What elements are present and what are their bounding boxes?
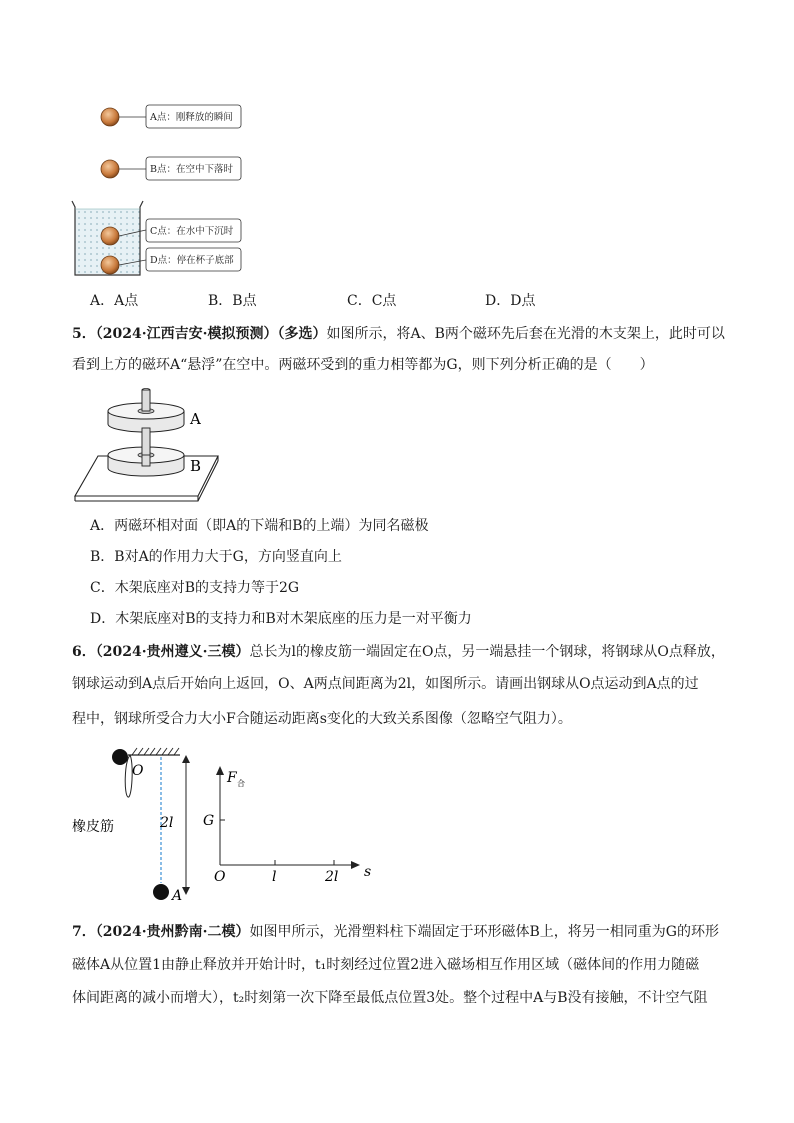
q5-option-a: A．两磁环相对面（即A的下端和B的上端）为同名磁极	[90, 518, 429, 534]
label-a: A点：刚释放的瞬间	[150, 112, 233, 123]
ball-a	[101, 108, 119, 126]
q4-option-a: A．A点	[90, 293, 139, 309]
q6-line-2: 钢球运动到A点后开始向上返回，O、A两点间距离为2l，如图所示。请画出钢球从O点运动到A点的过	[72, 676, 699, 692]
origin-label: O	[214, 869, 226, 885]
label-d: D点：停在杯子底部	[150, 255, 234, 266]
q7-line-1	[72, 922, 719, 942]
y-tick-g: G	[203, 813, 215, 829]
y-axis-label-sub: 合	[237, 779, 245, 788]
point-o-label: O	[132, 763, 144, 779]
y-axis-label: F	[227, 770, 237, 786]
ring-b-label: B	[190, 457, 202, 475]
ball-at-o	[112, 749, 128, 765]
q4-option-d: D．D点	[485, 293, 536, 309]
x-tick-2l: 2l	[325, 869, 339, 885]
x-tick-l: l	[272, 869, 277, 885]
ball-c	[101, 227, 119, 245]
q4-option-c: C．C点	[347, 293, 397, 309]
label-b: B点：在空中下落时	[150, 164, 233, 175]
ring-a-label: A	[190, 410, 201, 428]
q5-figure	[70, 388, 220, 503]
q7-source: 7．（2024·贵州黔南·二模）	[72, 924, 250, 940]
q4-option-b: B．B点	[208, 293, 257, 309]
ball-d	[101, 256, 119, 274]
rubber-band-label: 橡皮筋	[72, 819, 114, 835]
q7-stem-1: 如图甲所示，光滑塑料柱下端固定于环形磁体B上，将另一相同重为G的环形	[249, 924, 719, 940]
q6-stem-1: 总长为l的橡皮筋一端固定在O点，另一端悬挂一个钢球，将钢球从O点释放，	[249, 644, 725, 660]
q6-rubber-band-figure	[68, 745, 218, 910]
q4-figure	[70, 95, 250, 280]
q6-source: 6．（2024·贵州遵义·三模）	[72, 644, 250, 660]
q5-option-d: D．木架底座对B的支持力和B对木架底座的压力是一对平衡力	[90, 611, 472, 627]
q6-line-3: 程中，钢球所受合力大小F合随运动距离s变化的大致关系图像（忽略空气阻力）。	[72, 711, 572, 727]
label-c: C点：在水中下沉时	[150, 226, 234, 237]
q5-line-1	[72, 324, 725, 344]
q6-graph	[200, 762, 375, 887]
q6-line-1	[72, 642, 725, 662]
ball-b	[101, 160, 119, 178]
q7-line-3: 体间距离的减小而增大），t₂时刻第一次下降至最低点位置3处。整个过程中A与B没有接触，不计空气阻	[72, 990, 708, 1006]
q5-option-b: B．B对A的作用力大于G，方向竖直向上	[90, 549, 342, 565]
q5-line-2: 看到上方的磁环A“悬浮”在空中。两磁环受到的重力相等都为G，则下列分析正确的是（ ）	[72, 357, 654, 373]
x-axis-label: s	[364, 864, 372, 880]
q5-option-c: C．木架底座对B的支持力等于2G	[90, 580, 300, 596]
ball-at-a	[153, 884, 169, 900]
q7-line-2: 磁体A从位置1由静止释放并开始计时，t₁时刻经过位置2进入磁场相互作用区域（磁体间的作用力随磁	[72, 957, 700, 973]
q5-source: 5．（2024·江西吉安·模拟预测）（多选）	[72, 326, 327, 342]
point-a-label: A	[172, 888, 183, 904]
distance-label: 2l	[160, 815, 174, 831]
q5-stem-1: 如图所示，将A、B两个磁环先后套在光滑的木支架上，此时可以	[326, 326, 725, 342]
